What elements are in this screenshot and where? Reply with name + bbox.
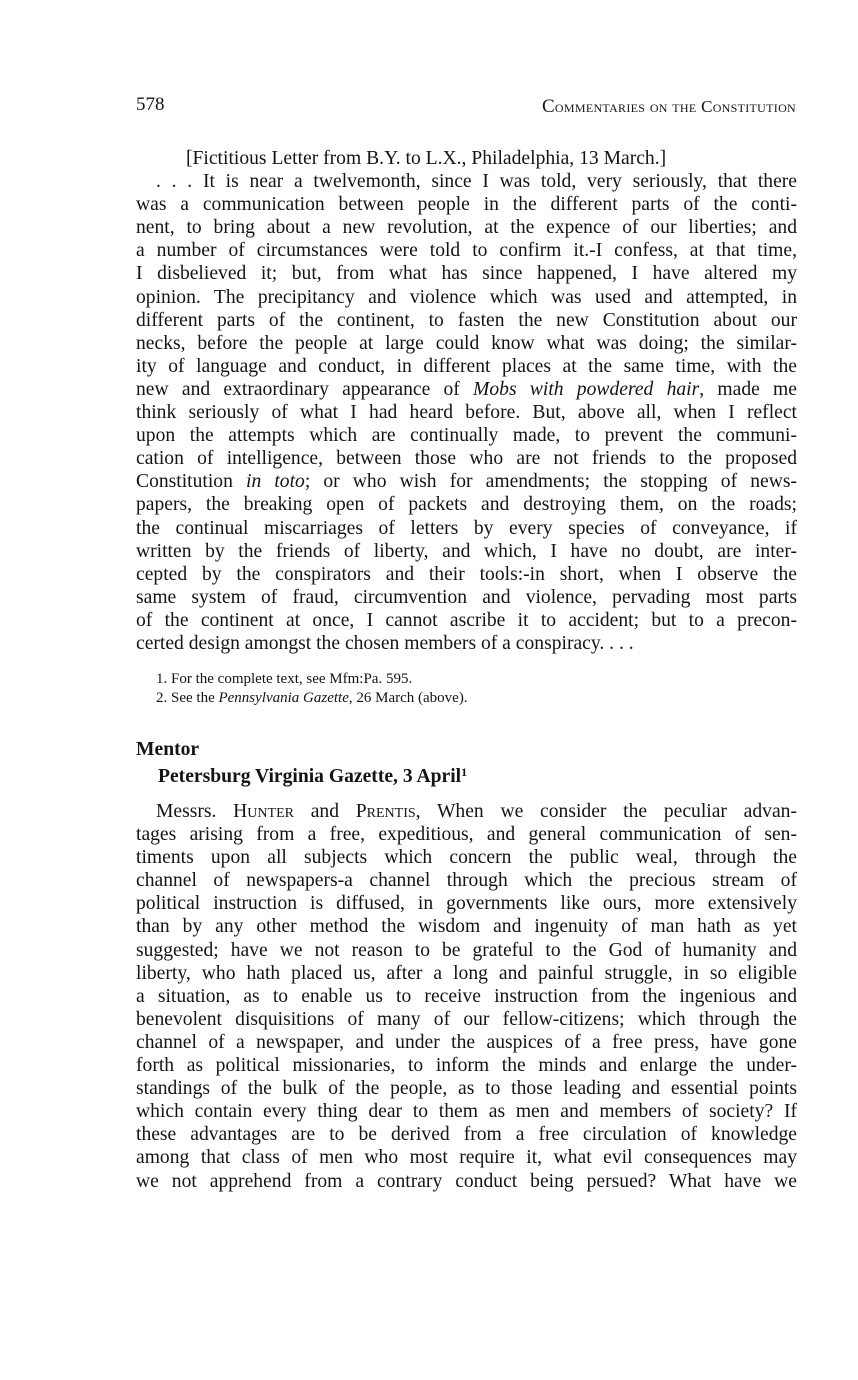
letter-line: upon the attempts which are continually made, to prevent the communi- [136,425,797,447]
letter-line [136,378,797,401]
letter-line: a number of circumstances were told to confirm it.-I confess, at that time, [136,240,797,262]
italic-phrase: Pennsylvania Gazette [218,690,349,706]
article-line: these advantages are to be derived from a free circulation of knowledge [136,1124,797,1146]
letter-line [136,470,797,493]
letter-last-line: certed design amongst the chosen members of a conspiracy. . . . [136,632,634,654]
article-line: a situation, as to enable us to receive instruction from the ingenious and [136,985,797,1007]
letter-line: of the continent at once, I cannot ascribe it to accident; but to a precon- [136,609,797,631]
text-run: Messrs. [156,801,234,822]
letter-line: . . . It is near a twelvemonth, since I was told, very seriously, that there [156,171,797,193]
article-line: forth as political missionaries, to inform the minds and enlarge the under- [136,1055,797,1077]
letter-line: different parts of the continent, to fasten the new Constitution about our [136,309,797,331]
footnote-1: 1. For the complete text, see Mfm:Pa. 595. [156,671,413,687]
footnote-marker: 1 [461,765,468,780]
letter-line: cation of intelligence, between those who are not friends to the proposed [136,448,797,470]
article-line: channel of a newspaper, and under the auspices of a free press, have gone [136,1031,797,1053]
running-head: Commentaries on the Constitution [541,96,796,117]
text-run: and [293,801,356,822]
article-line: among that class of men who most require it, what evil consequences may [136,1147,797,1169]
letter-line: I disbelieved it; but, from what has since happened, I have altered my [136,263,797,285]
article-line: which contain every thing dear to them as men and members of society? If [136,1101,797,1123]
article-line: timents upon all subjects which concern the public weal, through the [136,847,797,869]
footnotes [136,670,797,708]
letter-line: necks, before the people at large could know what was doing; the similar- [136,332,797,354]
letter-line: same system of fraud, circumvention and violence, pervading most parts [136,586,797,608]
printer-name: Hunter [233,801,294,822]
text-run: Constitution [136,471,246,493]
text-run: ; or who wish for amendments; the stopping of news- [304,471,798,493]
printer-name: Prentis [355,801,416,822]
article-body [136,800,797,1193]
article-line [136,800,797,823]
article-line: channel of newspapers-a channel through which the precious stream of [136,870,797,892]
article-line: standings of the bulk of the people, as to those leading and essential points [136,1078,797,1100]
letter-title: [Fictitious Letter from B.Y. to L.X., Philadelphia, 13 March.] [186,148,667,169]
text-run: , When we consider the peculiar advan- [415,801,797,822]
letter-line: cepted by the conspirators and their tools:-in short, when I observe the [136,563,797,585]
letter-line: think seriously of what I had heard before. But, above all, when I reflect [136,402,797,424]
letter-line: was a communication between people in the different parts of the conti- [136,194,797,216]
article-line: tages arising from a free, expeditious, and general communication of sen- [136,824,797,846]
page-header [136,94,796,122]
article-line: benevolent disquisitions of many of our fellow-citizens; which through the [136,1008,797,1030]
italic-phrase: in toto [246,471,305,493]
letter-line: the continual miscarriages of letters by every species of conveyance, if [136,517,797,539]
letter-section [136,147,797,655]
article-line: political instruction is diffused, in governments like ours, more extensively [136,893,797,915]
text-run: 2. See the [156,690,219,706]
source-title: Petersburg Virginia Gazette, 3 April [158,766,462,788]
page-number: 578 [136,94,165,115]
letter-line: ity of language and conduct, in different places at the same time, with the [136,355,797,377]
article-heading [136,738,797,788]
text-run: new and extraordinary appearance of [136,378,474,400]
letter-line: written by the friends of liberty, and which, I have no doubt, are inter- [136,540,797,562]
letter-line: opinion. The precipitancy and violence which was used and attempted, in [136,286,797,308]
article-source [136,761,797,788]
article-line: than by any other method the wisdom and ingenuity of man hath as yet [136,916,797,938]
italic-phrase: Mobs with powdered hair [473,378,700,400]
article-line: liberty, who hath placed us, after a long and painful struggle, in so eligible [136,962,797,984]
text-run: , 26 March (above). [348,690,468,706]
text-run: , made me [699,378,797,400]
letter-line: nent, to bring about a new revolution, at the expence of our liberties; and [136,217,797,239]
article-author: Mentor [136,739,200,760]
footnote-2 [136,689,797,708]
article-line: suggested; have we not reason to be grateful to the God of humanity and [136,939,797,961]
article-line: we not apprehend from a contrary conduct being persued? What have we [136,1170,797,1192]
letter-line: papers, the breaking open of packets and destroying them, on the roads; [136,494,797,516]
